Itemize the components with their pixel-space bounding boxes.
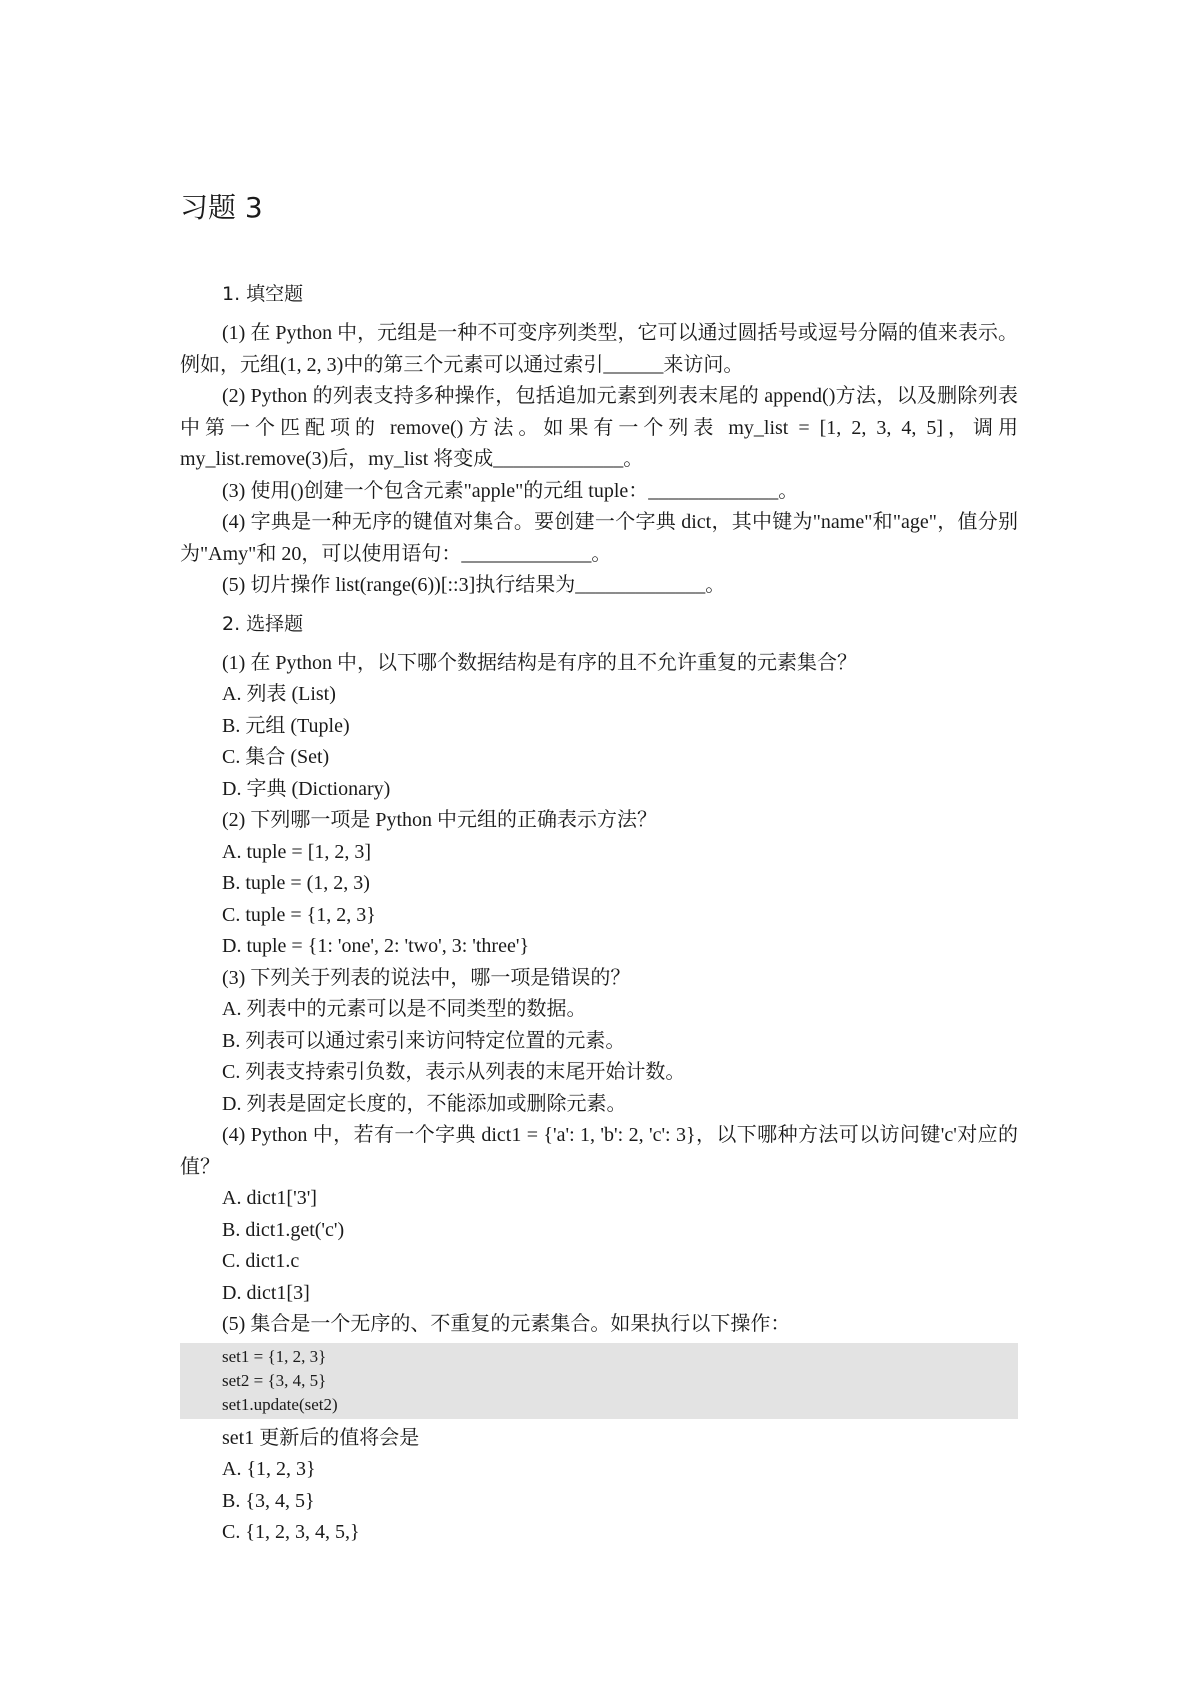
option-b: B. 列表可以通过索引来访问特定位置的元素。	[222, 1029, 626, 1052]
option-b: B. 元组 (Tuple)	[222, 714, 350, 737]
option-c: C. 列表支持索引负数，表示从列表的末尾开始计数。	[222, 1061, 686, 1083]
page-title: 习题 3	[180, 191, 263, 224]
choice-question-3	[180, 963, 1018, 1121]
option-d: D. tuple = {1: 'one', 2: 'two', 3: 'three'}	[222, 935, 530, 957]
option-b: B. dict1.get('c')	[222, 1218, 345, 1241]
section-heading-multiple-choice: 2. 选择题	[222, 612, 304, 635]
question-stem: (2) 下列哪一项是 Python 中元组的正确表示方法？	[222, 809, 657, 831]
fill-blank-question-2: (2) Python 的列表支持多种操作，包括追加元素到列表末尾的 append()方法，以及删除列表中第一个匹配项的 remove()方法。如果有一个列表 my_list = [1, 2, 3, 4, 5]，调用 my_list.remove(3)后，my_list 将变成_____________。	[180, 385, 1018, 470]
option-c: C. tuple = {1, 2, 3}	[222, 903, 376, 926]
option-d: D. dict1[3]	[222, 1281, 310, 1304]
option-b: B. tuple = (1, 2, 3)	[222, 872, 370, 894]
option-d: D. 字典 (Dictionary)	[222, 777, 391, 800]
document-page	[180, 190, 1018, 1549]
option-c: C. 集合 (Set)	[222, 746, 330, 768]
option-a: A. 列表 (List)	[222, 683, 336, 705]
section-fill-blank	[180, 280, 1018, 602]
fill-blank-question-1: (1) 在 Python 中，元组是一种不可变序列类型，它可以通过圆括号或逗号分隔的值来表示。例如，元组(1, 2, 3)中的第三个元素可以通过索引______来访问。	[180, 322, 1018, 376]
option-d: D. 列表是固定长度的，不能添加或删除元素。	[222, 1092, 627, 1115]
option-a: A. {1, 2, 3}	[222, 1458, 316, 1480]
question-stem: (1) 在 Python 中，以下哪个数据结构是有序的且不允许重复的元素集合？	[222, 651, 857, 674]
fill-blank-question-3: (3) 使用()创建一个包含元素"apple"的元组 tuple：_____________。	[222, 479, 799, 502]
code-line-2: set2 = {3, 4, 5}	[222, 1370, 327, 1390]
question-stem: (4) Python 中，若有一个字典 dict1 = {'a': 1, 'b': 2, 'c': 3}，以下哪种方法可以访问键'c'对应的值？	[180, 1124, 1018, 1178]
fill-blank-question-4: (4) 字典是一种无序的键值对集合。要创建一个字典 dict，其中键为"name"和"age"，值分别为"Amy"和 20，可以使用语句：_____________。	[180, 511, 1018, 565]
section-heading-fill-blank: 1. 填空题	[222, 283, 304, 305]
option-a: A. dict1['3']	[222, 1187, 317, 1209]
question-stem: (5) 集合是一个无序的、不重复的元素集合。如果执行以下操作：	[222, 1313, 791, 1335]
option-a: A. tuple = [1, 2, 3]	[222, 840, 372, 863]
option-b: B. {3, 4, 5}	[222, 1489, 315, 1512]
choice-question-4	[180, 1120, 1018, 1309]
choice-question-2	[180, 805, 1018, 963]
option-c: C. {1, 2, 3, 4, 5,}	[222, 1521, 360, 1543]
fill-blank-question-5: (5) 切片操作 list(range(6))[::3]执行结果为_____________。	[222, 574, 726, 596]
choice-question-1	[180, 648, 1018, 806]
option-c: C. dict1.c	[222, 1250, 300, 1272]
code-block	[180, 1343, 1018, 1419]
option-a: A. 列表中的元素可以是不同类型的数据。	[222, 998, 587, 1020]
code-line-3: set1.update(set2)	[222, 1394, 338, 1414]
code-line-1: set1 = {1, 2, 3}	[222, 1346, 327, 1366]
question-continuation: set1 更新后的值将会是	[222, 1426, 420, 1449]
question-stem: (3) 下列关于列表的说法中，哪一项是错误的？	[222, 966, 631, 989]
choice-question-5	[180, 1309, 1018, 1549]
section-multiple-choice	[180, 610, 1018, 1549]
